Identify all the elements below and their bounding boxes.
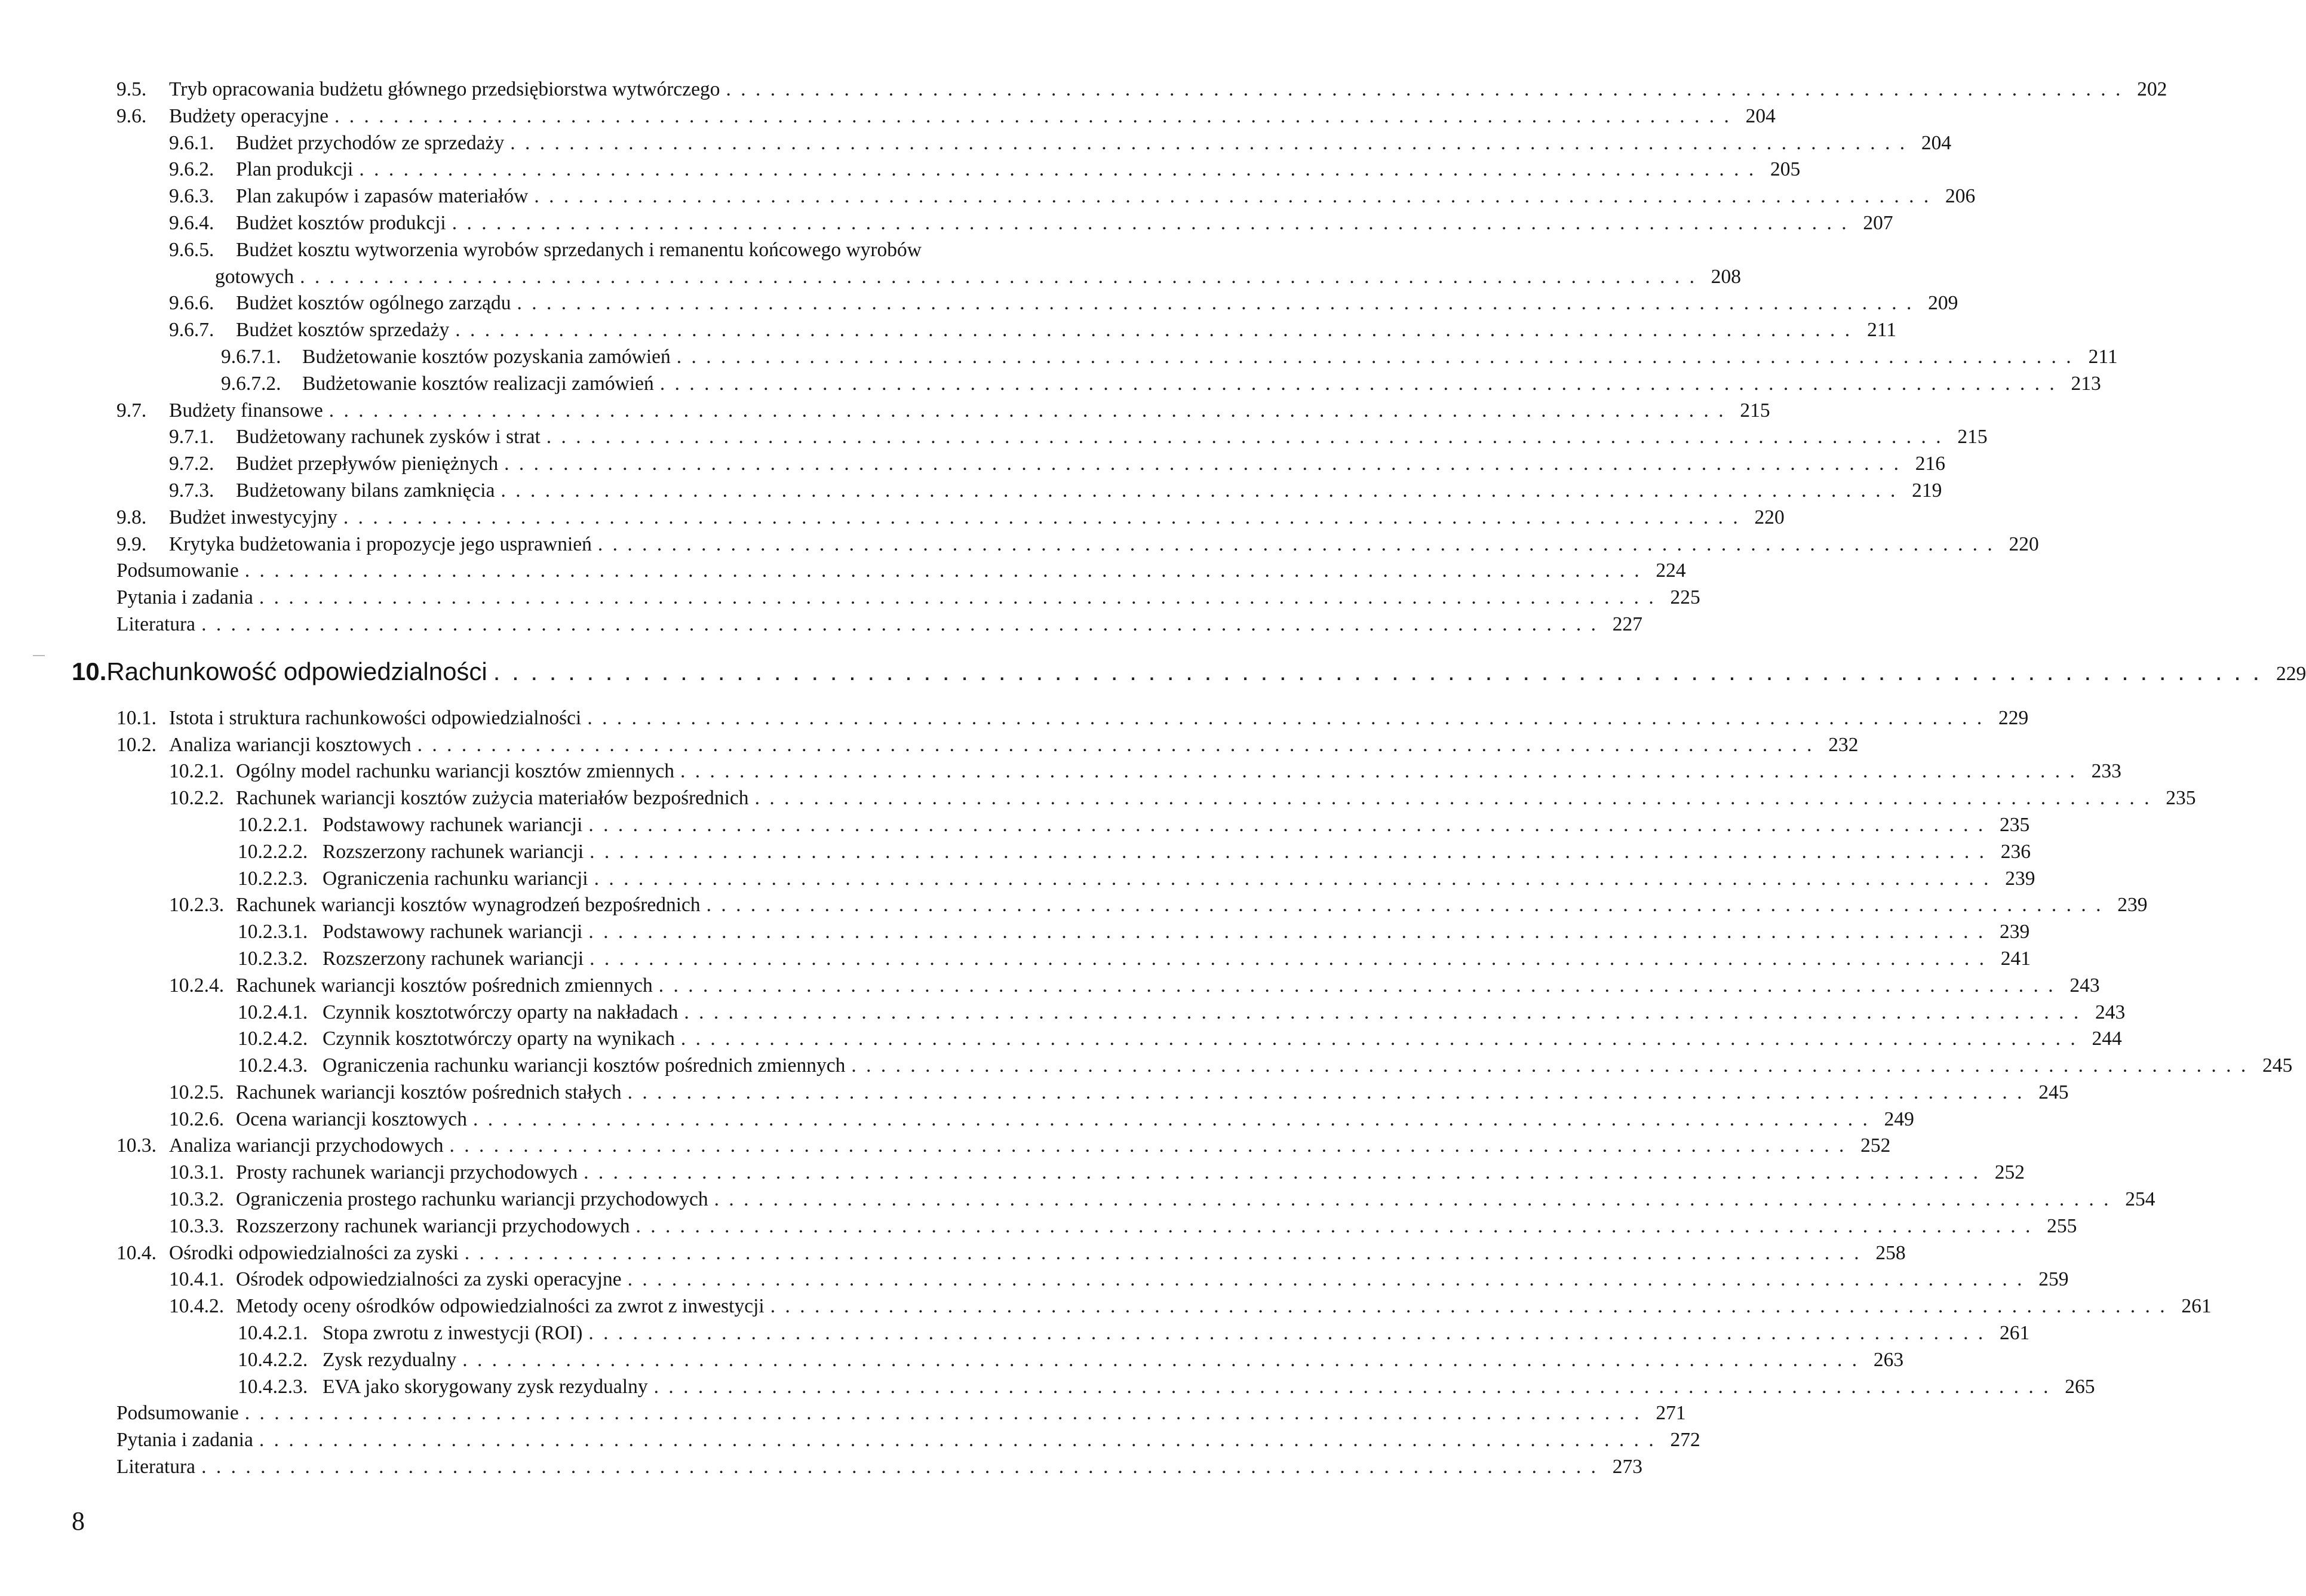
entry-page: 249 [1884, 1108, 1914, 1130]
toc-entry [116, 156, 1801, 183]
entry-title: Rozszerzony rachunek wariancji [323, 840, 584, 863]
toc-entry [116, 611, 1642, 638]
entry-page: 255 [2047, 1214, 2077, 1237]
entry-title: Rachunek wariancji kosztów zużycia materiałów bezpośrednich [236, 787, 749, 810]
entry-number: 9.6.1. [169, 131, 214, 154]
entry-title: Zysk rezydualny [323, 1348, 457, 1371]
entry-title: Metody oceny ośrodków odpowiedzialności za zwrot z inwestycji [236, 1295, 764, 1318]
entry-number: 10.2.3. [169, 894, 225, 917]
entry-page: 202 [2137, 78, 2167, 100]
entry-page: 241 [2000, 947, 2031, 970]
entry-page: 239 [2000, 921, 2030, 943]
dot-leader [493, 656, 2262, 687]
toc-entry [116, 183, 1976, 210]
dot-leader [707, 892, 2104, 919]
entry-title: Rozszerzony rachunek wariancji przychodowych [236, 1214, 630, 1237]
dot-leader [334, 103, 1731, 130]
entry-title: Krytyka budżetowania i propozycje jego usprawnień [169, 533, 592, 555]
toc-entry [116, 103, 1776, 130]
entry-page: 235 [2166, 787, 2196, 810]
dot-leader [245, 558, 1642, 585]
entry-number: 9.6.7.1. [221, 345, 281, 368]
toc-entry [116, 1186, 2155, 1213]
dot-leader [455, 317, 1852, 344]
toc-entry [116, 1133, 1891, 1160]
entry-title: Literatura [116, 1456, 196, 1478]
entry-title: Budżet kosztu wytworzenia wyrobów sprzedanych i remanentu końcowego wyrobów [236, 238, 922, 261]
dot-leader [417, 732, 1814, 759]
chapter-number: 10. [72, 657, 107, 685]
toc-section-chapter-10 [116, 705, 2293, 1481]
toc-entry [116, 505, 1785, 531]
entry-number: 10.2.3.1. [238, 921, 308, 943]
toc-entry [116, 585, 1700, 611]
dot-leader [755, 785, 2152, 812]
entry-page: 207 [1863, 211, 1893, 234]
dot-leader [259, 1427, 1656, 1454]
dot-leader [201, 1454, 1598, 1481]
toc-entry [116, 558, 1686, 585]
dot-leader [587, 705, 1984, 732]
entry-page: 261 [2181, 1295, 2212, 1318]
entry-title: Budżetowany bilans zamknięcia [236, 479, 495, 502]
entry-number: 9.6.7.2. [221, 372, 281, 395]
entry-page: 239 [2117, 894, 2148, 917]
toc-entry [116, 210, 1893, 237]
toc-entry [116, 1160, 2025, 1186]
entry-page: 261 [2000, 1322, 2030, 1345]
entry-page: 225 [1670, 586, 1700, 609]
toc-entry [116, 290, 1958, 317]
entry-page: 232 [1828, 733, 1859, 756]
entry-page: 204 [1921, 131, 1952, 154]
entry-page: 265 [2065, 1375, 2095, 1398]
entry-page: 243 [2069, 974, 2100, 997]
entry-number: 10.4.2.3. [238, 1375, 308, 1398]
entry-title: Ocena wariancji kosztowych [236, 1108, 467, 1130]
toc-entry [116, 1106, 1914, 1133]
entry-page: 220 [2009, 533, 2039, 555]
entry-title: Plan zakupów i zapasów materiałów [236, 185, 529, 208]
dot-leader [343, 505, 1740, 531]
entry-number: 10.2.4.1. [238, 1001, 308, 1023]
entry-number: 9.7.2. [169, 453, 214, 475]
dot-leader [851, 1053, 2248, 1080]
dot-leader [660, 371, 2057, 398]
entry-title: Literatura [116, 613, 196, 635]
toc-entry [116, 237, 1030, 264]
dot-leader [462, 1347, 1859, 1374]
toc-entry [116, 1454, 1642, 1481]
toc-entry [116, 531, 2039, 558]
dot-leader [300, 264, 1697, 291]
dot-leader [329, 398, 1726, 425]
entry-title: Analiza wariancji kosztowych [169, 733, 412, 756]
entry-title: Budżetowanie kosztów realizacji zamówień [302, 372, 654, 395]
entry-page: 213 [2071, 372, 2101, 395]
entry-number: 9.6. [116, 104, 147, 127]
entry-page: 211 [1867, 319, 1897, 342]
entry-number: 10.2.4.2. [238, 1028, 308, 1050]
entry-title: Analiza wariancji przychodowych [169, 1134, 444, 1157]
entry-number: 9.6.7. [169, 319, 214, 342]
entry-title: Budżet inwestycyjny [169, 506, 337, 528]
entry-page: 236 [2000, 840, 2031, 863]
entry-page: 259 [2038, 1268, 2069, 1291]
entry-number: 10.2.2.1. [238, 813, 308, 836]
dot-leader [628, 1080, 2025, 1106]
chapter-page: 229 [2276, 662, 2306, 685]
toc-entry [116, 1347, 1904, 1374]
dot-leader [770, 1293, 2167, 1320]
chapter-heading [72, 656, 2306, 687]
entry-title: Ośrodki odpowiedzialności za zyski [169, 1241, 459, 1264]
entry-title: Budżetowany rachunek zysków i strat [236, 426, 541, 448]
toc-entry [116, 1400, 1686, 1427]
entry-title: Pytania i zadania [116, 1429, 253, 1452]
entry-number: 10.1. [116, 706, 156, 729]
entry-title: Ograniczenia prostego rachunku wariancji przychodowych [236, 1188, 708, 1211]
toc-entry [116, 371, 2101, 398]
entry-page: 271 [1656, 1402, 1686, 1425]
dot-leader [589, 839, 1986, 866]
entry-number: 9.7. [116, 399, 147, 422]
entry-number: 9.6.3. [169, 185, 214, 208]
entry-title: Podsumowanie [116, 559, 239, 582]
dot-leader [681, 1026, 2078, 1053]
entry-page: 204 [1745, 104, 1776, 127]
entry-title: Rozszerzony rachunek wariancji [323, 947, 584, 970]
dot-leader [517, 290, 1914, 317]
entry-title: Rachunek wariancji kosztów pośrednich zmiennych [236, 974, 653, 997]
toc-entry [116, 451, 1945, 478]
table-of-contents [72, 76, 2306, 1481]
entry-title-continuation: gotowych [215, 265, 294, 288]
toc-entry [116, 732, 1859, 759]
dot-leader [450, 1133, 1847, 1160]
toc-entry [116, 1000, 2126, 1026]
entry-title: Rachunek wariancji kosztów pośrednich stałych [236, 1081, 622, 1103]
entry-title: Budżet kosztów produkcji [236, 211, 446, 234]
entry-page: 227 [1612, 613, 1642, 635]
toc-entry [116, 1213, 2077, 1240]
toc-entry [116, 785, 2196, 812]
entry-number: 10.3.3. [169, 1214, 225, 1237]
entry-page: 215 [1740, 399, 1770, 422]
page-number: 8 [72, 1506, 85, 1536]
entry-title: Budżet kosztów sprzedaży [236, 319, 450, 342]
dot-leader [510, 130, 1907, 157]
entry-page: 208 [1711, 265, 1741, 288]
dot-leader [714, 1186, 2111, 1213]
entry-title: Pytania i zadania [116, 586, 253, 609]
dot-leader [654, 1374, 2051, 1401]
entry-title: Stopa zwrotu z inwestycji (ROI) [323, 1322, 583, 1345]
toc-entry [116, 812, 2030, 839]
toc-entry [116, 1053, 2293, 1080]
entry-page: 244 [2092, 1028, 2122, 1050]
entry-number: 10.4. [116, 1241, 156, 1264]
entry-title: Czynnik kosztotwórczy oparty na nakładach [323, 1001, 678, 1023]
entry-page: 243 [2095, 1001, 2126, 1023]
toc-entry [116, 398, 1770, 425]
entry-number: 10.2.4. [169, 974, 225, 997]
entry-page: 263 [1873, 1348, 1904, 1371]
dot-leader [473, 1106, 1870, 1133]
entry-title: Tryb opracowania budżetu głównego przedsiębiorstwa wytwórczego [169, 78, 720, 100]
entry-title: Podstawowy rachunek wariancji [323, 813, 583, 836]
entry-number: 10.2.5. [169, 1081, 225, 1103]
dot-leader [465, 1240, 1862, 1267]
dot-leader [546, 424, 1943, 451]
dot-leader [680, 758, 2077, 785]
entry-number: 9.7.3. [169, 479, 214, 502]
entry-title: Budżety operacyjne [169, 104, 328, 127]
toc-entry [116, 866, 2035, 893]
entry-number: 10.4.1. [169, 1268, 225, 1291]
entry-number: 9.6.5. [169, 238, 214, 261]
toc-entry [116, 1026, 2122, 1053]
entry-page: 205 [1770, 158, 1801, 181]
margin-mark [33, 655, 45, 656]
entry-page: 216 [1915, 453, 1945, 475]
dot-leader [452, 210, 1849, 237]
dot-leader [588, 812, 1985, 839]
entry-page: 252 [1994, 1161, 2025, 1184]
dot-leader [201, 611, 1598, 638]
entry-title: Podstawowy rachunek wariancji [323, 921, 583, 943]
entry-number: 9.6.4. [169, 211, 214, 234]
entry-number: 9.9. [116, 533, 147, 555]
toc-entry [116, 317, 1897, 344]
dot-leader [628, 1266, 2025, 1293]
entry-page: 245 [2262, 1054, 2293, 1077]
entry-number: 10.3. [116, 1134, 156, 1157]
entry-number: 10.2.2. [169, 787, 225, 810]
toc-entry [116, 130, 1952, 157]
toc-entry [116, 1427, 1700, 1454]
toc-entry-continuation [116, 264, 1741, 291]
dot-leader [659, 973, 2056, 1000]
entry-page: 273 [1612, 1456, 1642, 1478]
entry-page: 229 [1998, 706, 2029, 729]
entry-number: 10.4.2.1. [238, 1322, 308, 1345]
toc-entry [116, 946, 2031, 973]
toc-entry [116, 1266, 2069, 1293]
dot-leader [726, 76, 2123, 103]
toc-entry [116, 478, 1942, 505]
entry-number: 10.2.2.3. [238, 867, 308, 890]
entry-title: Czynnik kosztotwórczy oparty na wynikach [323, 1028, 675, 1050]
entry-title: Ośrodek odpowiedzialności za zyski operacyjne [236, 1268, 622, 1291]
toc-entry [116, 1293, 2212, 1320]
entry-title: Rachunek wariancji kosztów wynagrodzeń bezpośrednich [236, 894, 701, 917]
entry-number: 9.7.1. [169, 426, 214, 448]
dot-leader [534, 183, 1931, 210]
toc-entry [116, 919, 2030, 946]
entry-page: 254 [2125, 1188, 2155, 1211]
entry-title: Budżet kosztów ogólnego zarządu [236, 292, 511, 315]
dot-leader [584, 1160, 1980, 1186]
entry-page: 239 [2005, 867, 2035, 890]
entry-number: 9.6.2. [169, 158, 214, 181]
dot-leader [245, 1400, 1642, 1427]
toc-entry [116, 344, 2118, 371]
entry-page: 252 [1860, 1134, 1891, 1157]
toc-entry [116, 973, 2100, 1000]
entry-page: 245 [2038, 1081, 2069, 1103]
entry-title: Budżety finansowe [169, 399, 323, 422]
dot-leader [504, 451, 1901, 478]
entry-title: Prosty rachunek wariancji przychodowych [236, 1161, 578, 1184]
entry-page: 224 [1656, 559, 1686, 582]
entry-number: 10.2.1. [169, 760, 225, 783]
entry-number: 10.2.3.2. [238, 947, 308, 970]
toc-entry [116, 892, 2148, 919]
chapter-title: Rachunkowość odpowiedzialności [106, 657, 487, 685]
entry-title: Ogólny model rachunku wariancji kosztów zmiennych [236, 760, 675, 783]
toc-entry [116, 705, 2029, 732]
entry-number: 10.3.1. [169, 1161, 225, 1184]
dot-leader [594, 866, 1991, 893]
toc-entry [116, 1080, 2069, 1106]
toc-entry [116, 1240, 1906, 1267]
entry-number: 10.2.2.2. [238, 840, 308, 863]
entry-title: Budżet przepływów pieniężnych [236, 453, 499, 475]
entry-title: Plan produkcji [236, 158, 354, 181]
dot-leader [589, 946, 1986, 973]
toc-entry [116, 839, 2031, 866]
entry-number: 10.2.6. [169, 1108, 225, 1130]
dot-leader [588, 1320, 1985, 1347]
toc-section-chapter-9 [116, 76, 2167, 638]
toc-entry [116, 758, 2121, 785]
entry-page: 211 [2088, 345, 2118, 368]
entry-title: EVA jako skorygowany zysk rezydualny [323, 1375, 648, 1398]
entry-number: 9.5. [116, 78, 147, 100]
dot-leader [677, 344, 2074, 371]
entry-page: 220 [1754, 506, 1785, 528]
dot-leader [635, 1213, 2032, 1240]
entry-number: 10.3.2. [169, 1188, 225, 1211]
entry-title: Budżetowanie kosztów pozyskania zamówień [302, 345, 671, 368]
entry-page: 209 [1928, 292, 1958, 315]
entry-page: 215 [1957, 426, 1988, 448]
entry-page: 258 [1875, 1241, 1906, 1264]
entry-title: Ograniczenia rachunku wariancji [323, 867, 588, 890]
dot-leader [259, 585, 1656, 611]
entry-page: 219 [1912, 479, 1942, 502]
entry-number: 10.2.4.3. [238, 1054, 308, 1077]
entry-page: 233 [2091, 760, 2121, 783]
toc-entry [116, 424, 1988, 451]
toc-entry [116, 1320, 2030, 1347]
entry-title: Podsumowanie [116, 1402, 239, 1425]
dot-leader [684, 1000, 2081, 1026]
dot-leader [588, 919, 1985, 946]
toc-entry [116, 76, 2167, 103]
dot-leader [501, 478, 1898, 505]
dot-leader [359, 156, 1756, 183]
entry-title: Ograniczenia rachunku wariancji kosztów pośrednich zmiennych [323, 1054, 846, 1077]
entry-number: 10.2. [116, 733, 156, 756]
toc-entry [116, 1374, 2095, 1401]
entry-title: Istota i struktura rachunkowości odpowiedzialności [169, 706, 582, 729]
entry-number: 10.4.2.2. [238, 1348, 308, 1371]
dot-leader [598, 531, 1995, 558]
entry-page: 206 [1945, 185, 1976, 208]
entry-title: Budżet przychodów ze sprzedaży [236, 131, 505, 154]
entry-page: 235 [2000, 813, 2030, 836]
entry-number: 10.4.2. [169, 1295, 225, 1318]
entry-number: 9.6.6. [169, 292, 214, 315]
entry-page: 272 [1670, 1429, 1700, 1452]
entry-number: 9.8. [116, 506, 147, 528]
